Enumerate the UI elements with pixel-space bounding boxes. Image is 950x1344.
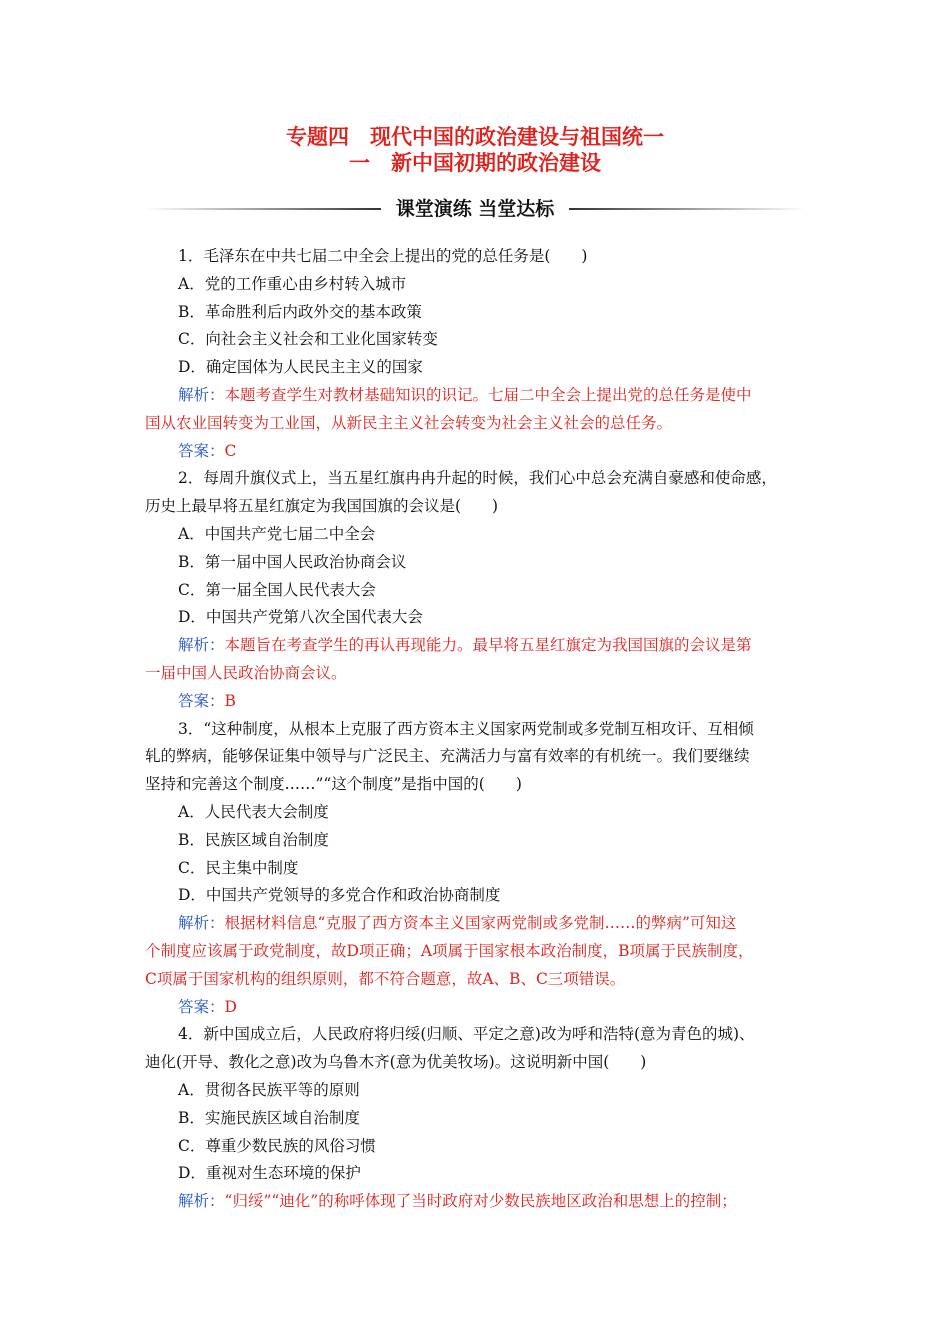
- question-stem: 轧的弊病，能够保证集中领导与广泛民主、充满活力与富有效率的有机统一。我们要继续: [145, 747, 750, 766]
- question-3: [145, 716, 813, 1022]
- option-d: D．重视对生态环境的保护: [178, 1164, 361, 1183]
- option-a: A．人民代表大会制度: [178, 802, 329, 821]
- analysis: [145, 382, 813, 410]
- answer-label: 答案：: [178, 441, 225, 460]
- analysis: [145, 1188, 813, 1216]
- question-2: [145, 465, 813, 715]
- answer: [145, 688, 813, 716]
- section-label: 课堂演练 当堂达标: [395, 198, 555, 220]
- option-c: C．民主集中制度: [178, 858, 299, 877]
- question-stem: 2．每周升旗仪式上，当五星红旗冉冉升起的时候，我们心中总会充满自豪感和使命感，: [178, 469, 777, 488]
- answer-label: 答案：: [178, 691, 225, 710]
- option-d: D．确定国体为人民民主主义的国家: [178, 358, 423, 377]
- analysis-text: C项属于国家机构的组织原则，都不符合题意，故A、B、C三项错误。: [145, 969, 626, 988]
- analysis-label: 解析：: [178, 1192, 225, 1211]
- question-4: [145, 1021, 813, 1216]
- answer: [145, 438, 813, 466]
- lesson-title: 一 新中国初期的政治建设: [349, 151, 601, 175]
- analysis-label: 解析：: [178, 636, 225, 655]
- question-1: [145, 243, 813, 465]
- analysis-text: 本题考查学生对教材基础知识的识记。七届二中全会上提出党的总任务是使中: [224, 385, 752, 404]
- option-b: B．革命胜利后内政外交的基本政策: [178, 302, 422, 321]
- question-stem: 坚持和完善这个制度……”“这个制度”是指中国的( ): [145, 775, 522, 794]
- section-heading: [145, 194, 805, 224]
- question-stem: 历史上最早将五星红旗定为我国国旗的会议是( ): [145, 497, 499, 516]
- answer-value: C: [224, 441, 237, 460]
- section-rule-left: [145, 208, 381, 210]
- question-stem: 1．毛泽东在中共七届二中全会上提出的党的总任务是( ): [178, 247, 588, 265]
- analysis-text: 一届中国人民政治协商会议。: [145, 663, 347, 682]
- option-c: C．尊重少数民族的风俗习惯: [178, 1136, 376, 1155]
- answer-value: D: [224, 997, 237, 1016]
- answer-label: 答案：: [178, 997, 225, 1016]
- option-b: B．第一届中国人民政治协商会议: [178, 552, 407, 571]
- analysis-text: 根据材料信息“克服了西方资本主义国家两党制或多党制……的弊病”可知这: [224, 914, 737, 933]
- analysis-text: 本题旨在考查学生的再认再现能力。最早将五星红旗定为我国国旗的会议是第: [224, 636, 752, 655]
- question-stem: 4．新中国成立后，人民政府将归绥(归顺、平定之意)改为呼和浩特(意为青色的城)、: [178, 1025, 755, 1044]
- analysis-label: 解析：: [178, 914, 225, 933]
- question-stem: 3．“这种制度，从根本上克服了西方资本主义国家两党制或多党制互相攻讦、互相倾: [178, 719, 754, 738]
- option-d: D．中国共产党第八次全国代表大会: [178, 608, 423, 627]
- section-rule-right: [569, 208, 805, 210]
- question-stem: 迪化(开导、教化之意)改为乌鲁木齐(意为优美牧场)。这说明新中国( ): [145, 1053, 647, 1072]
- option-a: A．中国共产党七届二中全会: [178, 524, 376, 543]
- chapter-title: 专题四 现代中国的政治建设与祖国统一: [286, 125, 664, 149]
- analysis-label: 解析：: [178, 385, 225, 404]
- analysis-text: 个制度应该属于政党制度，故D项正确；A项属于国家根本政治制度，B项属于民族制度，: [145, 941, 754, 960]
- option-b: B．实施民族区域自治制度: [178, 1108, 360, 1127]
- option-a: A．贯彻各民族平等的原则: [178, 1080, 360, 1099]
- analysis: [145, 910, 813, 938]
- analysis: [145, 632, 813, 660]
- analysis-text: “归绥”“迪化”的称呼体现了当时政府对少数民族地区政治和思想上的控制；: [224, 1192, 737, 1211]
- question-list: [145, 243, 813, 1216]
- option-c: C．第一届全国人民代表大会: [178, 580, 376, 599]
- option-a: A．党的工作重心由乡村转入城市: [178, 274, 407, 293]
- answer: [145, 994, 813, 1022]
- option-b: B．民族区域自治制度: [178, 830, 329, 849]
- answer-value: B: [224, 691, 236, 710]
- option-c: C．向社会主义社会和工业化国家转变: [178, 330, 438, 349]
- option-d: D．中国共产党领导的多党合作和政治协商制度: [178, 886, 501, 905]
- analysis-text: 国从农业国转变为工业国，从新民主主义社会转变为社会主义社会的总任务。: [145, 413, 673, 432]
